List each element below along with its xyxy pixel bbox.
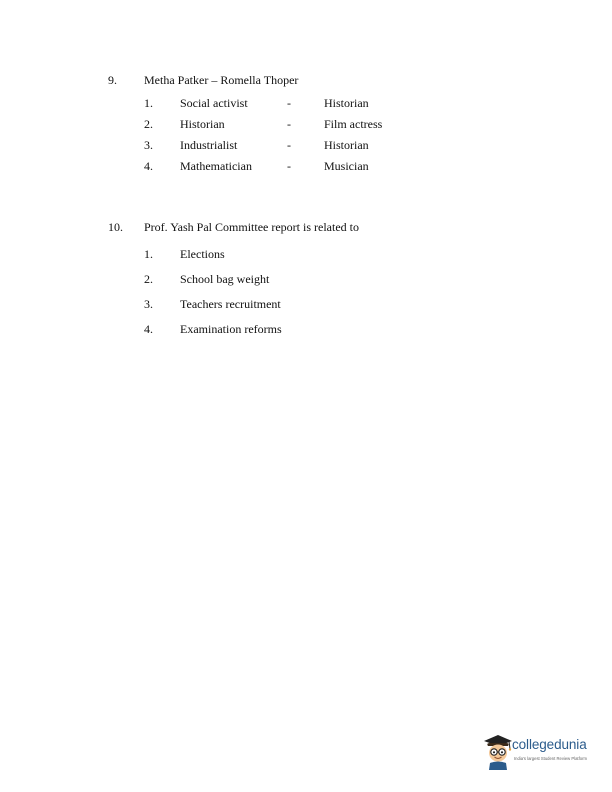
option-right-text: Film actress (324, 117, 383, 131)
logo-tagline: India's largest Student Review Platform (514, 756, 587, 761)
option-left-text: Mathematician (180, 159, 252, 173)
question-9-number: 9. (108, 73, 117, 87)
option-dash: - (287, 96, 291, 110)
option-text: Teachers recruitment (180, 297, 281, 311)
logo-wordmark: collegedunia (512, 737, 587, 752)
option-number: 4. (144, 159, 153, 173)
option-right-text: Historian (324, 138, 369, 152)
mascot-icon (481, 732, 515, 772)
option-number: 1. (144, 96, 153, 110)
option-number: 2. (144, 272, 153, 286)
option-number: 1. (144, 247, 153, 261)
option-left-text: Social activist (180, 96, 248, 110)
question-10-text: Prof. Yash Pal Committee report is related to (144, 220, 359, 234)
option-number: 3. (144, 138, 153, 152)
question-10-number: 10. (108, 220, 123, 234)
option-right-text: Historian (324, 96, 369, 110)
option-number: 2. (144, 117, 153, 131)
collegedunia-logo (481, 732, 603, 772)
option-number: 4. (144, 322, 153, 336)
option-left-text: Industrialist (180, 138, 238, 152)
option-number: 3. (144, 297, 153, 311)
option-right-text: Musician (324, 159, 369, 173)
option-text: School bag weight (180, 272, 270, 286)
option-dash: - (287, 138, 291, 152)
option-dash: - (287, 159, 291, 173)
option-dash: - (287, 117, 291, 131)
option-text: Elections (180, 247, 225, 261)
option-left-text: Historian (180, 117, 225, 131)
question-9-text: Metha Patker – Romella Thoper (144, 73, 299, 87)
option-text: Examination reforms (180, 322, 282, 336)
